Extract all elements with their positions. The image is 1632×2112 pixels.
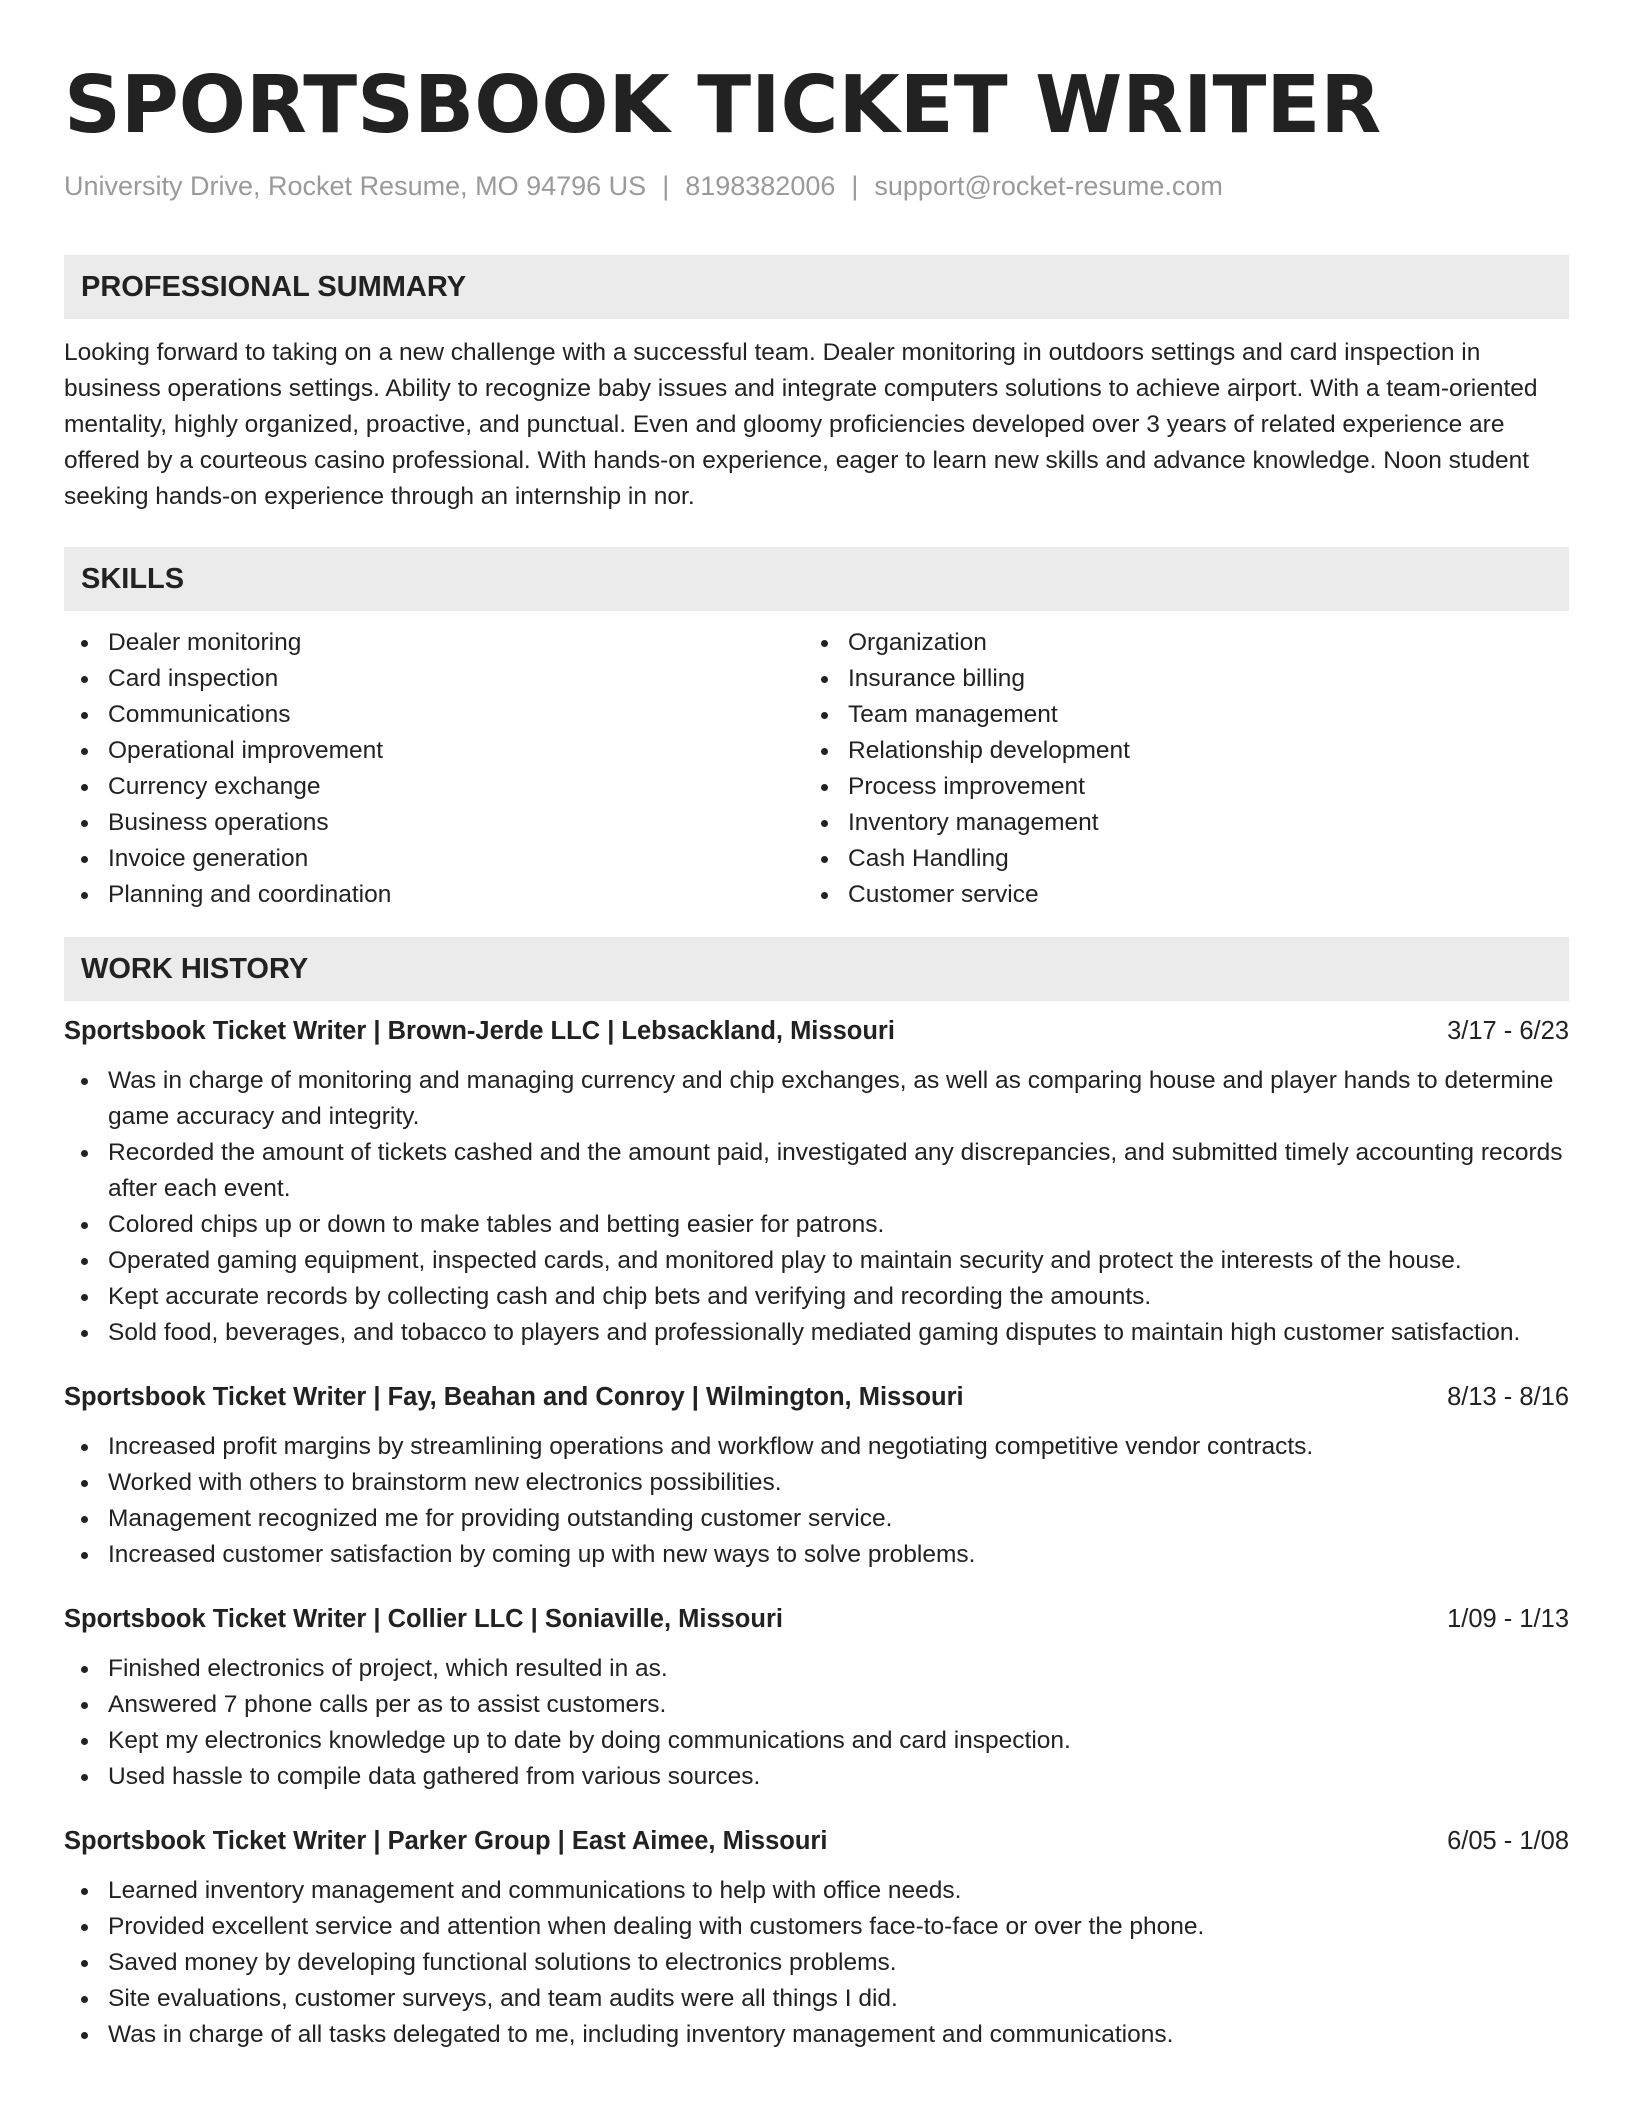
- summary-paragraph: Looking forward to taking on a new challenge with a successful team. Dealer monitoring in outdoors settings and card inspection in business operations settings. Ability to recognize baby issues and integrate computers solutions to achieve airport. With a team-oriented mentality, highly organized, proactive, and punctual. Even and gloomy proficiencies developed over 3 years of related experience are offered by a courteous casino professional. With hands-on experience, eager to learn new skills and advance knowledge. Noon student seeking hands-on experience through an internship in nor.: [64, 339, 1538, 510]
- job-bullet: Kept my electronics knowledge up to date by doing communications and card inspection.: [64, 1723, 1569, 1759]
- job-bullet: Worked with others to brainstorm new electronics possibilities.: [64, 1465, 1569, 1501]
- contact-line: [64, 166, 1569, 206]
- job-title: Sportsbook Ticket Writer | Parker Group | East Aimee, Missouri: [64, 1827, 828, 1855]
- job-title: Sportsbook Ticket Writer | Fay, Beahan and Conroy | Wilmington, Missouri: [64, 1383, 964, 1411]
- skill-item: Business operations: [64, 805, 804, 841]
- skill-item: Cash Handling: [804, 841, 1544, 877]
- job-dates: 3/17 - 6/23: [1447, 1017, 1569, 1045]
- skill-item: Dealer monitoring: [64, 625, 804, 661]
- job-bullet: Recorded the amount of tickets cashed and the amount paid, investigated any discrepancies, and submitted timely accounting records after each event.: [64, 1135, 1569, 1207]
- contact-separator: |: [662, 171, 670, 201]
- skill-item: Relationship development: [804, 733, 1544, 769]
- job-bullet: Kept accurate records by collecting cash and chip bets and verifying and recording the amounts.: [64, 1279, 1569, 1315]
- job-bullet: Management recognized me for providing outstanding customer service.: [64, 1501, 1569, 1537]
- job-header: [64, 1599, 1569, 1639]
- job-bullet-list: [64, 1063, 1569, 1351]
- job-dates: 6/05 - 1/08: [1447, 1827, 1569, 1855]
- job-entry: [64, 1377, 1569, 1573]
- skills-column-left: [64, 625, 804, 913]
- job-header: [64, 1821, 1569, 1861]
- skill-item: Organization: [804, 625, 1544, 661]
- job-bullet: Provided excellent service and attention when dealing with customers face-to-face or over the phone.: [64, 1909, 1569, 1945]
- job-bullet: Used hassle to compile data gathered from various sources.: [64, 1759, 1569, 1795]
- skill-item: Team management: [804, 697, 1544, 733]
- job-bullet: Increased customer satisfaction by coming up with new ways to solve problems.: [64, 1537, 1569, 1573]
- skill-item: Currency exchange: [64, 769, 804, 805]
- job-entry: [64, 1599, 1569, 1795]
- job-bullet: Answered 7 phone calls per as to assist customers.: [64, 1687, 1569, 1723]
- section-heading-work-history: WORK HISTORY: [64, 937, 1569, 1001]
- job-bullet: Was in charge of monitoring and managing currency and chip exchanges, as well as comparing house and player hands to determine game accuracy and integrity.: [64, 1063, 1569, 1135]
- job-bullet: Sold food, beverages, and tobacco to players and professionally mediated gaming disputes to maintain high customer satisfaction.: [64, 1315, 1569, 1351]
- job-bullet: Increased profit margins by streamlining operations and workflow and negotiating competitive vendor contracts.: [64, 1429, 1569, 1465]
- skill-item: Customer service: [804, 877, 1544, 913]
- skill-item: Communications: [64, 697, 804, 733]
- skill-item: Card inspection: [64, 661, 804, 697]
- job-bullet: Operated gaming equipment, inspected cards, and monitored play to maintain security and protect the interests of the house.: [64, 1243, 1569, 1279]
- job-dates: 8/13 - 8/16: [1447, 1383, 1569, 1411]
- skills-column-right: [804, 625, 1544, 913]
- job-title: Sportsbook Ticket Writer | Collier LLC | Soniaville, Missouri: [64, 1605, 783, 1633]
- skill-item: Process improvement: [804, 769, 1544, 805]
- job-entry: [64, 1821, 1569, 2053]
- job-entry: [64, 1011, 1569, 1351]
- job-bullet: Finished electronics of project, which resulted in as.: [64, 1651, 1569, 1687]
- job-bullet: Colored chips up or down to make tables and betting easier for patrons.: [64, 1207, 1569, 1243]
- contact-phone: 8198382006: [685, 171, 836, 201]
- job-dates: 1/09 - 1/13: [1447, 1605, 1569, 1633]
- job-bullet-list: [64, 1873, 1569, 2053]
- skill-item: Planning and coordination: [64, 877, 804, 913]
- job-bullet: Saved money by developing functional solutions to electronics problems.: [64, 1945, 1569, 1981]
- job-header: [64, 1377, 1569, 1417]
- skill-item: Insurance billing: [804, 661, 1544, 697]
- job-title: Sportsbook Ticket Writer | Brown-Jerde LLC | Lebsackland, Missouri: [64, 1017, 895, 1045]
- section-heading-summary: PROFESSIONAL SUMMARY: [64, 255, 1569, 319]
- skill-item: Operational improvement: [64, 733, 804, 769]
- job-header: [64, 1011, 1569, 1051]
- job-bullet: Site evaluations, customer surveys, and team audits were all things I did.: [64, 1981, 1569, 2017]
- skills-list: [64, 625, 1569, 913]
- section-heading-skills: SKILLS: [64, 547, 1569, 611]
- skill-item: Inventory management: [804, 805, 1544, 841]
- contact-address: University Drive, Rocket Resume, MO 94796 US: [64, 171, 647, 201]
- resume-name-title: SPORTSBOOK TICKET WRITER: [64, 59, 1382, 151]
- job-bullet-list: [64, 1651, 1569, 1795]
- job-bullet: Was in charge of all tasks delegated to me, including inventory management and communications.: [64, 2017, 1569, 2053]
- job-bullet: Learned inventory management and communications to help with office needs.: [64, 1873, 1569, 1909]
- skill-item: Invoice generation: [64, 841, 804, 877]
- contact-separator: |: [851, 171, 859, 201]
- job-bullet-list: [64, 1429, 1569, 1573]
- contact-email: support@rocket-resume.com: [874, 171, 1223, 201]
